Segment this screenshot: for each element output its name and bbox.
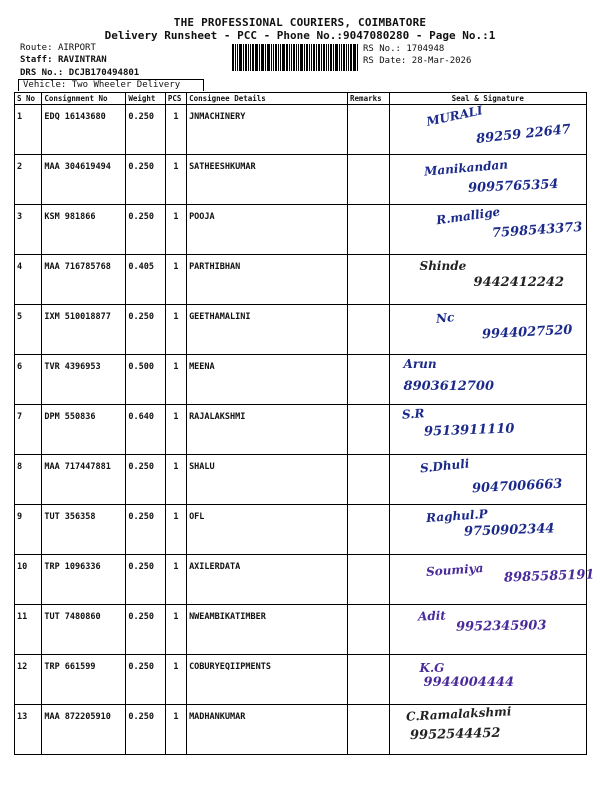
barcode-bar [280, 44, 281, 71]
barcode-bar [235, 44, 236, 71]
row-consignee: NWEAMBIKATIMBER [187, 605, 348, 655]
staff-label: Staff: [20, 55, 53, 65]
barcode-bar [250, 44, 251, 71]
barcode-bar [232, 44, 234, 71]
route-label: Route: [20, 43, 53, 53]
signature-phone: 9750902344 [463, 521, 555, 540]
row-sno: 10 [15, 555, 42, 605]
signature-phone: 7598543373 [491, 219, 583, 242]
signature-name: S.R [401, 406, 425, 422]
row-weight: 0.640 [126, 405, 165, 455]
row-sno: 5 [15, 305, 42, 355]
table-row [15, 105, 587, 155]
signature-phone: 89259 22647 [475, 122, 572, 147]
table-row [15, 355, 587, 405]
signature-phone: 9095765354 [467, 177, 559, 196]
row-remarks [348, 305, 390, 355]
row-weight: 0.405 [126, 255, 165, 305]
row-consignment-no: MAA 716785768 [42, 255, 126, 305]
barcode-bar [339, 44, 340, 71]
handwritten-signature [396, 357, 576, 397]
barcode-bar [341, 44, 342, 71]
handwritten-signature [396, 257, 576, 297]
signature-phone: 9952544452 [409, 725, 501, 744]
row-consignment-no: EDQ 16143680 [42, 105, 126, 155]
barcode-bar [330, 44, 332, 71]
row-sno: 1 [15, 105, 42, 155]
barcode-bar [323, 44, 325, 71]
barcode [232, 44, 358, 71]
barcode-bar [316, 44, 317, 71]
row-weight: 0.250 [126, 205, 165, 255]
barcode-bar [275, 44, 277, 71]
row-consignment-no: MAA 872205910 [42, 705, 126, 755]
row-pcs: 1 [165, 555, 186, 605]
handwritten-signature [396, 557, 595, 597]
row-consignment-no: TRP 1096336 [42, 555, 126, 605]
table-row [15, 705, 587, 755]
row-remarks [348, 605, 390, 655]
row-pcs: 1 [165, 605, 186, 655]
row-remarks [348, 705, 390, 755]
barcode-bar [248, 44, 249, 71]
signature-name: S.Dhuli [418, 456, 470, 476]
signature-name: K.G [419, 661, 445, 675]
row-signature [389, 405, 586, 455]
vehicle-info: Vehicle: Two Wheeler Delivery [18, 79, 204, 91]
handwritten-signature [396, 657, 576, 697]
row-weight: 0.250 [126, 305, 165, 355]
row-sno: 6 [15, 355, 42, 405]
row-sno: 7 [15, 405, 42, 455]
row-pcs: 1 [165, 355, 186, 405]
row-pcs: 1 [165, 105, 186, 155]
signature-name: R.mallige [434, 204, 501, 228]
barcode-bar [296, 44, 297, 71]
row-remarks [348, 405, 390, 455]
signature-name: Adit [417, 608, 446, 624]
row-pcs: 1 [165, 705, 186, 755]
signature-name: Shinde [419, 259, 467, 273]
row-sno: 13 [15, 705, 42, 755]
table-row [15, 255, 587, 305]
barcode-bar [335, 44, 338, 71]
barcode-bar [318, 44, 321, 71]
row-weight: 0.250 [126, 505, 165, 555]
row-remarks [348, 155, 390, 205]
row-consignee: SATHEESHKUMAR [187, 155, 348, 205]
barcode-bar [271, 44, 272, 71]
barcode-bar [291, 44, 292, 71]
barcode-bar [293, 44, 295, 71]
signature-name: Soumiya [425, 561, 484, 579]
row-sno: 3 [15, 205, 42, 255]
table-row [15, 505, 587, 555]
company-title: THE PROFESSIONAL COURIERS, COIMBATORE [173, 16, 427, 29]
table-row [15, 405, 587, 455]
barcode-bar [265, 44, 266, 71]
row-signature [389, 255, 586, 305]
staff-value: RAVINTRAN [57, 55, 107, 65]
row-signature [389, 705, 586, 755]
barcode-bar [357, 44, 358, 71]
barcode-bar [255, 44, 258, 71]
signature-name: C.Ramalakshmi [405, 704, 512, 724]
table-row [15, 605, 587, 655]
row-sno: 9 [15, 505, 42, 555]
rs-date-label: RS Date: [363, 56, 407, 66]
row-pcs: 1 [165, 655, 186, 705]
barcode-bar [346, 44, 347, 71]
row-consignment-no: TUT 7480860 [42, 605, 126, 655]
barcode-bar [278, 44, 279, 71]
barcode-bar [245, 44, 247, 71]
barcode-bar [261, 44, 262, 71]
barcode-bar [326, 44, 327, 71]
row-consignee: PARTHIBHAN [187, 255, 348, 305]
barcode-bar [350, 44, 352, 71]
barcode-bar [343, 44, 345, 71]
row-sno: 11 [15, 605, 42, 655]
row-consignee: MEENA [187, 355, 348, 405]
barcode-bar [321, 44, 322, 71]
row-consignment-no: DPM 550836 [42, 405, 126, 455]
barcode-bar [237, 44, 238, 71]
row-weight: 0.500 [126, 355, 165, 405]
handwritten-signature [396, 507, 576, 547]
rs-date-line [363, 56, 471, 67]
handwritten-signature [396, 607, 576, 647]
row-remarks [348, 355, 390, 405]
signature-phone: 9442412242 [473, 275, 564, 290]
handwritten-signature [396, 204, 583, 247]
row-consignment-no: MAA 717447881 [42, 455, 126, 505]
delivery-table [14, 92, 595, 755]
rs-no-label: RS No.: [363, 44, 401, 54]
table-row [15, 155, 587, 205]
barcode-bar [286, 44, 288, 71]
signature-name: Raghul.P [425, 506, 488, 526]
signature-phone: 8985585191 [503, 567, 595, 586]
drs-label: DRS No.: [20, 68, 64, 78]
row-consignment-no: TRP 661599 [42, 655, 126, 705]
row-signature [389, 155, 586, 205]
row-sno: 8 [15, 455, 42, 505]
row-consignee: MADHANKUMAR [187, 705, 348, 755]
signature-phone: 8903612700 [403, 379, 494, 394]
barcode-bar [300, 44, 303, 71]
col-signature: Seal & Signature [389, 93, 586, 105]
barcode-bar [282, 44, 285, 71]
col-remarks: Remarks [348, 93, 390, 105]
rs-date-value: 28-Mar-2026 [411, 56, 472, 66]
barcode-bar [304, 44, 305, 71]
row-signature [389, 355, 586, 405]
handwritten-signature [396, 457, 576, 497]
barcode-bar [328, 44, 329, 71]
signature-name: MURALI [424, 103, 484, 129]
table-header-row [15, 93, 587, 105]
row-pcs: 1 [165, 455, 186, 505]
signature-phone: 9944004444 [423, 675, 514, 690]
row-consignment-no: TVR 4396953 [42, 355, 126, 405]
row-signature [389, 555, 595, 605]
row-consignee: AXILERDATA [187, 555, 348, 605]
row-signature [389, 455, 586, 505]
row-signature [389, 205, 586, 255]
row-weight: 0.250 [126, 155, 165, 205]
row-sno: 12 [15, 655, 42, 705]
table-row [15, 455, 587, 505]
row-signature [389, 655, 586, 705]
barcode-bar [252, 44, 254, 71]
row-remarks [348, 255, 390, 305]
barcode-bar [262, 44, 264, 71]
barcode-bar [267, 44, 270, 71]
row-consignment-no: TUT 356358 [42, 505, 126, 555]
handwritten-signature [396, 307, 576, 347]
row-remarks [348, 555, 390, 605]
staff-line [20, 55, 107, 66]
barcode-bar [259, 44, 260, 71]
row-pcs: 1 [165, 205, 186, 255]
handwritten-signature [396, 704, 576, 747]
row-consignee: GEETHAMALINI [187, 305, 348, 355]
signature-name: Arun [403, 357, 437, 371]
barcode-bar [313, 44, 315, 71]
row-consignee: COBURYEQIIPMENTS [187, 655, 348, 705]
signature-phone: 9952345903 [455, 618, 547, 635]
drs-line [20, 68, 139, 79]
col-consignment: Consignment No [42, 93, 126, 105]
row-weight: 0.250 [126, 555, 165, 605]
row-weight: 0.250 [126, 105, 165, 155]
row-consignee: POOJA [187, 205, 348, 255]
handwritten-signature [396, 407, 576, 447]
row-remarks [348, 505, 390, 555]
barcode-bar [243, 44, 244, 71]
row-remarks [348, 205, 390, 255]
barcode-bar [333, 44, 334, 71]
signature-name: Nc [434, 310, 455, 326]
row-signature [389, 605, 586, 655]
row-consignee: RAJALAKSHMI [187, 405, 348, 455]
row-weight: 0.250 [126, 605, 165, 655]
row-sno: 2 [15, 155, 42, 205]
row-pcs: 1 [165, 305, 186, 355]
row-signature [389, 505, 586, 555]
row-pcs: 1 [165, 155, 186, 205]
row-consignee: SHALU [187, 455, 348, 505]
row-consignee: JNMACHINERY [187, 105, 348, 155]
row-remarks [348, 105, 390, 155]
handwritten-signature [396, 103, 576, 147]
row-consignment-no: KSM 981866 [42, 205, 126, 255]
row-pcs: 1 [165, 255, 186, 305]
signature-phone: 9047006663 [471, 476, 563, 497]
drs-value: DCJB170494801 [68, 68, 140, 78]
row-weight: 0.250 [126, 655, 165, 705]
signature-phone: 9944027520 [481, 322, 573, 343]
col-weight: Weight [126, 93, 165, 105]
row-signature [389, 105, 586, 155]
col-pcs: PCS [165, 93, 186, 105]
route-value: AIRPORT [57, 43, 96, 53]
table-row [15, 655, 587, 705]
row-weight: 0.250 [126, 705, 165, 755]
barcode-bar [298, 44, 299, 71]
col-sno: S No [15, 93, 42, 105]
row-pcs: 1 [165, 405, 186, 455]
runsheet-subtitle: Delivery Runsheet - PCC - Phone No.:9047080280 - Page No.:1 [104, 29, 496, 42]
row-consignment-no: IXM 510018877 [42, 305, 126, 355]
rs-no-value: 1704948 [406, 44, 445, 54]
barcode-bar [239, 44, 242, 71]
barcode-bar [306, 44, 308, 71]
barcode-bar [311, 44, 312, 71]
signature-phone: 9513911110 [423, 421, 515, 440]
signature-name: Manikandan [423, 157, 509, 179]
table-row [15, 305, 587, 355]
rs-no-line [363, 44, 444, 55]
row-consignee: OFL [187, 505, 348, 555]
col-consignee: Consignee Details [187, 93, 348, 105]
barcode-bar [353, 44, 356, 71]
row-remarks [348, 455, 390, 505]
barcode-bar [273, 44, 274, 71]
row-remarks [348, 655, 390, 705]
row-pcs: 1 [165, 505, 186, 555]
row-consignment-no: MAA 304619494 [42, 155, 126, 205]
table-row [15, 555, 587, 605]
table-row [15, 205, 587, 255]
barcode-bar [289, 44, 290, 71]
route-line [20, 43, 96, 54]
handwritten-signature [396, 157, 576, 197]
barcode-bar [348, 44, 349, 71]
row-signature [389, 305, 586, 355]
row-weight: 0.250 [126, 455, 165, 505]
row-sno: 4 [15, 255, 42, 305]
barcode-bar [309, 44, 310, 71]
